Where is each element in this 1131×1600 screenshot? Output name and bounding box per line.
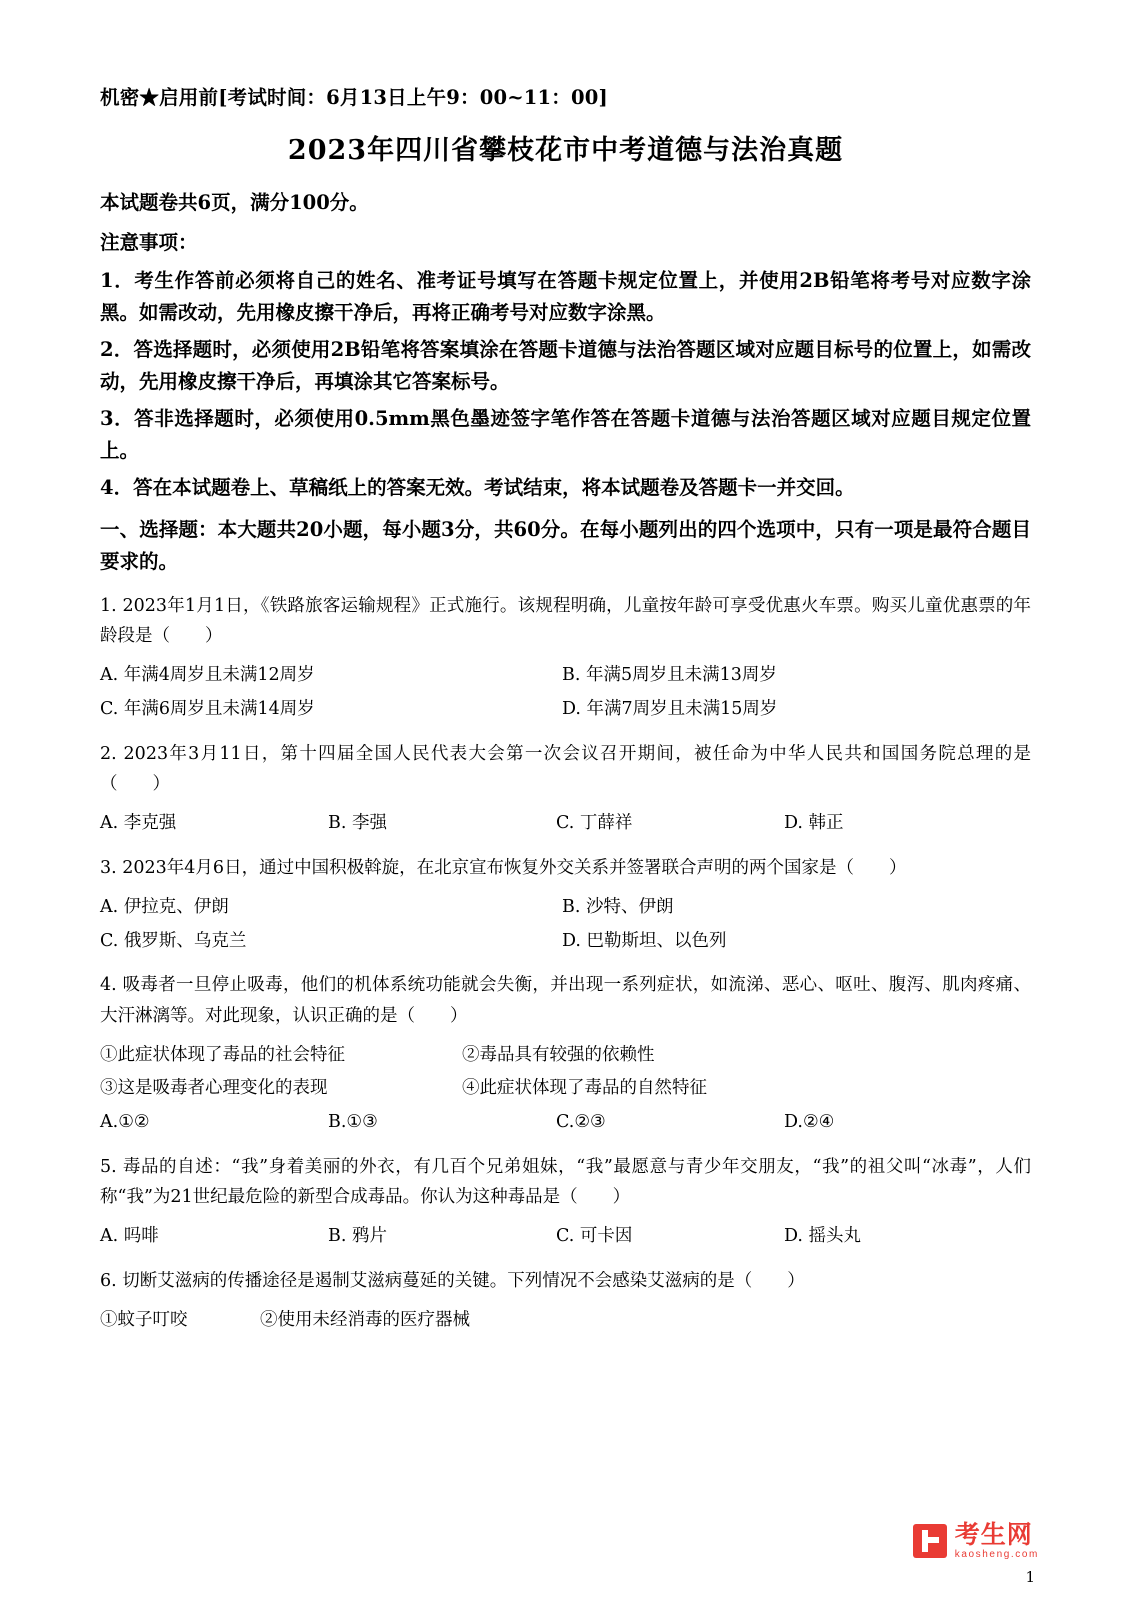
paper-info: 本试题卷共6页，满分100分。 xyxy=(100,191,369,214)
option[interactable]: A. 年满4周岁且未满12周岁 xyxy=(100,665,315,686)
option[interactable]: A. 李克强 xyxy=(100,813,177,834)
statement: ②使用未经消毒的医疗器械 xyxy=(260,1309,470,1330)
option[interactable]: D.②④ xyxy=(784,1112,835,1133)
option[interactable]: D. 韩正 xyxy=(784,813,844,834)
option[interactable]: C. 年满6周岁且未满14周岁 xyxy=(100,699,315,720)
watermark xyxy=(913,1522,1039,1560)
statement-row xyxy=(100,1041,1031,1071)
option[interactable]: B. 鸦片 xyxy=(328,1226,387,1247)
question-stem: 5. 毒品的自述：“我”身着美丽的外衣，有几百个兄弟姐妹，“我”最愿意与青少年交朋友，“我”的祖父叫“冰毒”，人们称“我”为21世纪最危险的新型合成毒品。你认为这种毒品是（ ） xyxy=(100,1156,1031,1207)
option-row xyxy=(100,1222,1031,1252)
notice-item: 2．答选择题时，必须使用2B铅笔将答案填涂在答题卡道德与法治答题区域对应题目标号的位置上，如需改动，先用橡皮擦干净后，再填涂其它答案标号。 xyxy=(100,338,1031,393)
confidential-line: 机密★启用前[考试时间：6月13日上午9：00~11：00] xyxy=(100,86,608,109)
option[interactable]: A. 吗啡 xyxy=(100,1226,159,1247)
statement: ④此症状体现了毒品的自然特征 xyxy=(462,1078,707,1099)
question-stem: 2. 2023年3月11日，第十四届全国人民代表大会第一次会议召开期间，被任命为中华人民共和国国务院总理的是（ ） xyxy=(100,743,1031,794)
watermark-brand: 考生网 xyxy=(954,1520,1033,1549)
option[interactable]: A.①② xyxy=(100,1112,150,1133)
option[interactable]: C.②③ xyxy=(556,1112,606,1133)
option-row xyxy=(100,661,1031,691)
option[interactable]: C. 可卡因 xyxy=(556,1226,633,1247)
page-title: 2023年四川省攀枝花市中考道德与法治真题 xyxy=(287,135,844,166)
question-stem: 6. 切断艾滋病的传播途径是遏制艾滋病蔓延的关键。下列情况不会感染艾滋病的是（ ） xyxy=(100,1270,805,1291)
statement: ①此症状体现了毒品的社会特征 xyxy=(100,1044,345,1065)
option[interactable]: C. 俄罗斯、乌克兰 xyxy=(100,930,247,951)
statement-row xyxy=(100,1306,1031,1336)
page-number: 1 xyxy=(1025,1568,1035,1586)
option-row xyxy=(100,695,1031,725)
watermark-domain: kaosheng.com xyxy=(954,1549,1039,1560)
option-row xyxy=(100,927,1031,957)
option-row xyxy=(100,809,1031,839)
question-stem: 1. 2023年1月1日，《铁路旅客运输规程》正式施行。该规程明确，儿童按年龄可享受优惠火车票。购买儿童优惠票的年龄段是（ ） xyxy=(100,596,1031,647)
question-stem: 4. 吸毒者一旦停止吸毒，他们的机体系统功能就会失衡，并出现一系列症状，如流涕、恶心、呕吐、腹泻、肌肉疼痛、大汗淋漓等。对此现象，认识正确的是（ ） xyxy=(100,975,1031,1026)
notice-item: 3．答非选择题时，必须使用0.5mm黑色墨迹签字笔作答在答题卡道德与法治答题区域对应题目规定位置上。 xyxy=(100,407,1031,462)
option[interactable]: B. 李强 xyxy=(328,813,387,834)
watermark-logo-icon xyxy=(913,1524,947,1558)
option-row xyxy=(100,1108,1031,1138)
option[interactable]: D. 巴勒斯坦、以色列 xyxy=(562,930,727,951)
option[interactable]: D. 摇头丸 xyxy=(784,1226,862,1247)
notice-item: 4．答在本试题卷上、草稿纸上的答案无效。考试结束，将本试题卷及答题卡一并交回。 xyxy=(100,476,855,500)
watermark-text xyxy=(955,1522,1039,1560)
notice-heading: 注意事项： xyxy=(100,231,198,254)
statement: ①蚊子叮咬 xyxy=(100,1309,188,1330)
option[interactable]: D. 年满7周岁且未满15周岁 xyxy=(562,699,778,720)
statement: ②毒品具有较强的依赖性 xyxy=(462,1044,655,1065)
statement-row xyxy=(100,1074,1031,1104)
statement: ③这是吸毒者心理变化的表现 xyxy=(100,1078,328,1099)
option[interactable]: B.①③ xyxy=(328,1112,378,1133)
option[interactable]: C. 丁薛祥 xyxy=(556,813,633,834)
option[interactable]: B. 沙特、伊朗 xyxy=(562,896,674,917)
option[interactable]: A. 伊拉克、伊朗 xyxy=(100,896,229,917)
notice-item: 1．考生作答前必须将自己的姓名、准考证号填写在答题卡规定位置上，并使用2B铅笔将考号对应数字涂黑。如需改动，先用橡皮擦干净后，再将正确考号对应数字涂黑。 xyxy=(100,269,1031,324)
option-row xyxy=(100,893,1031,923)
section-heading: 一、选择题：本大题共20小题，每小题3分，共60分。在每小题列出的四个选项中，只有一项是最符合题目要求的。 xyxy=(100,518,1031,573)
option[interactable]: B. 年满5周岁且未满13周岁 xyxy=(562,665,777,686)
question-stem: 3. 2023年4月6日，通过中国积极斡旋，在北京宣布恢复外交关系并签署联合声明的两个国家是（ ） xyxy=(100,857,907,878)
